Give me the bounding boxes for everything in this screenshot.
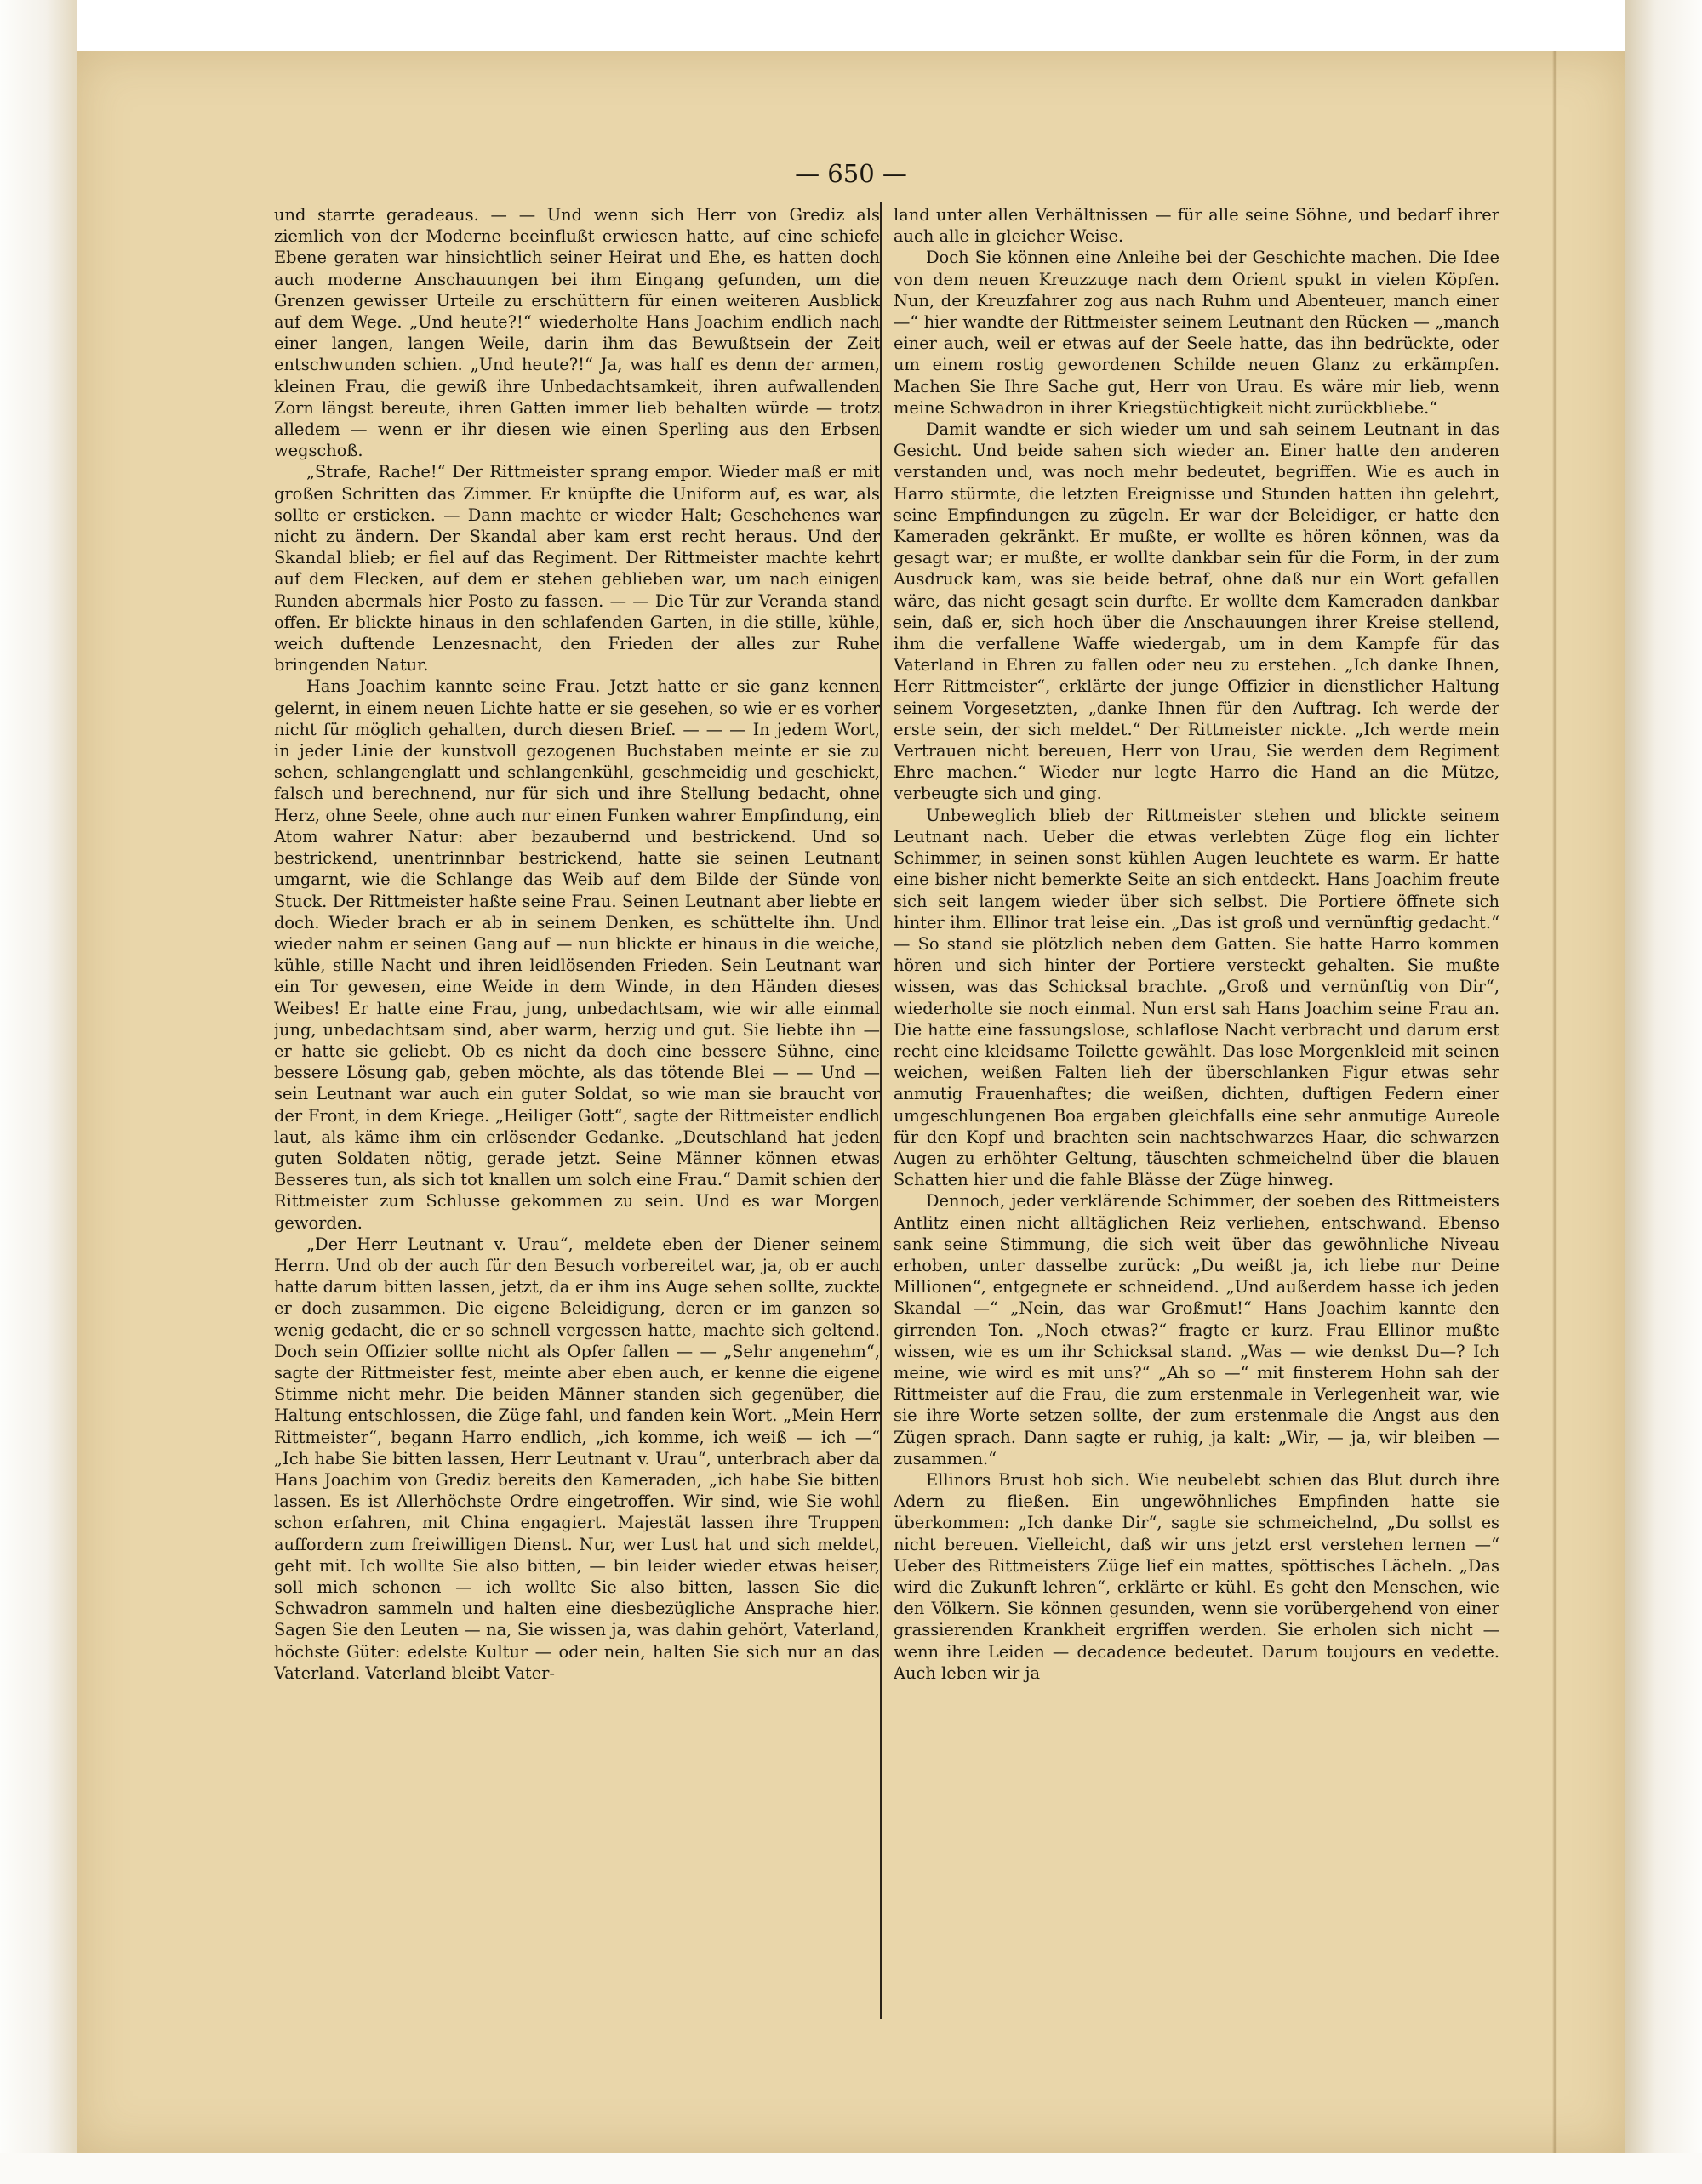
scan-margin-right [1625, 0, 1702, 2184]
left-column [274, 204, 880, 2012]
paragraph: „Strafe, Rache!“ Der Rittmeister sprang empor. Wieder maß er mit großen Schritten das Zimmer. Er knüpfte die Uniform auf, es war, als sollte er ersticken. — Dann machte er wieder Halt; Geschehenes war nicht zu ändern. Der Skandal aber kam erst recht heraus. Und der Skandal blieb; er fiel auf das Regiment. Der Rittmeister machte kehrt auf dem Flecken, auf dem er stehen geblieben war, um nach einigen Runden abermals hier Posto zu fassen. — — Die Tür zur Veranda stand offen. Er blickte hinaus in den schlafenden Garten, in die stille, kühle, weich duftende Lenzesnacht, den Frieden der alles zur Ruhe bringenden Natur. [274, 462, 880, 676]
paragraph: land unter allen Verhältnissen — für alle seine Söhne, und bedarf ihrer auch alle in gleicher Weise. [894, 205, 1499, 247]
paragraph: Unbeweglich blieb der Rittmeister stehen und blickte seinem Leutnant nach. Ueber die etwas verlebten Züge flog ein lichter Schimmer, in seinen sonst kühlen Augen leuchtete es warm. Er hatte eine bisher nicht bemerkte Seite an sich entdeckt. Hans Joachim freute sich seit langem wieder über sich selbst. Die Portiere öffnete sich hinter ihm. Ellinor trat leise ein. „Das ist groß und vernünftig gedacht.“ — So stand sie plötzlich neben dem Gatten. Sie hatte Harro kommen hören und sich hinter der Portiere versteckt gehalten. Sie mußte wissen, was das Schicksal brachte. „Groß und vernünftig von Dir“, wiederholte sie noch einmal. Nun erst sah Hans Joachim seine Frau an. Die hatte eine fassungslose, schlaflose Nacht verbracht und darum erst recht eine kleidsame Toilette gewählt. Das lose Morgenkleid mit seinen weichen, weißen Falten lieh der überschlanken Figur etwas sehr anmutig Frauenhaftes; die weißen, dichten, duftigen Federn einer umgeschlungenen Boa ergaben gleichfalls eine sehr anmutige Aureole für den Kopf und brachten sein nachtschwarzes Haar, die schwarzen Augen zu erhöhter Geltung, täuschten schmeichelnd über die blauen Schatten hier und die fahle Blässe der Züge hinweg. [894, 805, 1499, 1190]
page-fold-shadow [1552, 51, 1557, 2153]
paragraph: Ellinors Brust hob sich. Wie neubelebt schien das Blut durch ihre Adern zu fließen. Ein ungewöhnliches Empfinden hatte sie überkommen: „Ich danke Dir“, sagte sie schmeichelnd, „Du sollst es nicht bereuen. Vielleicht, daß wir uns jetzt erst verstehen lernen —“ Ueber des Rittmeisters Züge lief ein mattes, spöttisches Lächeln. „Das wird die Zukunft lehren“, erklärte er kühl. Es geht den Menschen, wie den Völkern. Sie können gesunden, wenn sie vorübergehend von einer grassierenden Krankheit ergriffen werden. Sie erholen sich nicht — wenn ihre Leiden — decadence bedeutet. Darum toujours en vedette. Auch leben wir ja [894, 1469, 1499, 1683]
paragraph: „Der Herr Leutnant v. Urau“, meldete eben der Diener seinem Herrn. Und ob der auch für den Besuch vorbereitet war, ja, ob er auch hatte darum bitten lassen, jetzt, da er ihm ins Auge sehen sollte, zuckte er doch zusammen. Die eigene Beleidigung, deren er im ganzen so wenig gedacht, die er so schnell vergessen hatte, machte sich geltend. Doch sein Offizier sollte nicht als Opfer fallen — — „Sehr angenehm“, sagte der Rittmeister fest, meinte aber eben auch, er kenne die eigene Stimme nicht mehr. Die beiden Männer standen sich gegenüber, die Haltung entschlossen, die Züge fahl, und fanden kein Wort. „Mein Herr Rittmeister“, begann Harro endlich, „ich komme, ich weiß — ich —“ „Ich habe Sie bitten lassen, Herr Leutnant v. Urau“, unterbrach aber da Hans Joachim von Grediz bereits den Kameraden, „ich habe Sie bitten lassen. Es ist Allerhöchste Ordre eingetroffen. Wir sind, wie Sie wohl schon erfahren, mit China engagiert. Majestät lassen ihre Truppen auffordern zum freiwilligen Dienst. Nur, wer Lust hat und sich meldet, geht mit. Ich wollte Sie also bitten, — bin leider wieder etwas heiser, soll mich schonen — ich wollte Sie also bitten, lassen Sie die Schwadron sammeln und halten eine diesbezügliche Ansprache hier. Sagen Sie den Leuten — na, Sie wissen ja, was dahin gehört, Vaterland, höchste Güter: edelste Kultur — oder nein, halten Sie sich nur an das Vaterland. Vaterland bleibt Vater- [274, 1234, 880, 1683]
right-column [894, 204, 1499, 2012]
scan-margin-left [0, 0, 77, 2184]
page-number: — 650 — [795, 159, 907, 188]
newspaper-page [77, 51, 1625, 2153]
paragraph: Doch Sie können eine Anleihe bei der Geschichte machen. Die Idee von dem neuen Kreuzzuge nach dem Orient spukt in vielen Köpfen. Nun, der Kreuzfahrer zog aus nach Ruhm und Abenteuer, manch einer —“ hier wandte der Rittmeister seinem Leutnant den Rücken — „manch einer auch, weil er etwas auf der Seele hatte, das ihn bedrückte, oder um einem rostig gewordenen Schilde neuen Glanz zu erkämpfen. Machen Sie Ihre Sache gut, Herr von Urau. Es wäre mir lieb, wenn meine Schwadron in ihrer Kriegstüchtigkeit nicht zurückbliebe.“ [894, 248, 1499, 418]
paragraph: und starrte geradeaus. — — Und wenn sich Herr von Grediz als ziemlich von der Moderne beeinflußt erwiesen hatte, auf eine schiefe Ebene geraten war hinsichtlich seiner Heirat und Ehe, es hatten doch auch moderne Anschauungen bei ihm Eingang gefunden, um die Grenzen gewisser Urteile zu erschüttern für einen weiteren Ausblick auf dem Wege. „Und heute?!“ wiederholte Hans Joachim endlich nach einer langen, langen Weile, darin ihm das Bewußtsein der Zeit entschwunden schien. „Und heute?!“ Ja, was half es denn der armen, kleinen Frau, die gewiß ihre Unbedachtsamkeit, ihren aufwallenden Zorn längst bereute, ihren Gatten immer lieb behalten würde — trotz alledem — wenn er ihr diesen wie einen Sperling aus den Erbsen wegschoß. [274, 205, 880, 461]
column-divider [880, 202, 882, 2019]
paragraph: Damit wandte er sich wieder um und sah seinem Leutnant in das Gesicht. Und beide sahen sich wieder an. Einer hatte den anderen verstanden und, was noch mehr bedeutet, begriffen. Wie es auch in Harro stürmte, die letzten Ereignisse und Stunden hatten ihn gelehrt, seine Empfindungen zu zügeln. Er war der Beleidiger, er hatte den Kameraden gekränkt. Er mußte, er wollte es hören können, was da gesagt war; er mußte, er wollte dankbar sein für die Form, in der zum Ausdruck kam, was sie beide betraf, ohne daß nur ein Wort gefallen wäre, das nicht gesagt sein durfte. Er wollte dem Kameraden dankbar sein, daß er, sich hoch über die Anschauungen ihrer Kreise stellend, ihm die verfallene Waffe wiedergab, um in dem Kampfe für das Vaterland in Ehren zu fallen oder neu zu erstehen. „Ich danke Ihnen, Herr Rittmeister“, erklärte der junge Offizier in dienstlicher Haltung seinem Vorgesetzten, „danke Ihnen für den Auftrag. Ich werde der erste sein, der sich meldet.“ Der Rittmeister nickte. „Ich werde mein Vertrauen nicht bereuen, Herr von Urau, Sie werden dem Regiment Ehre machen.“ Wieder nur legte Harro die Hand an die Mütze, verbeugte sich und ging. [894, 419, 1499, 804]
paragraph: Hans Joachim kannte seine Frau. Jetzt hatte er sie ganz kennen gelernt, in einem neuen Lichte hatte er sie gesehen, so wie er es vorher nicht für möglich gehalten, durch diesen Brief. — — — In jedem Wort, in jeder Linie der kunstvoll gezogenen Buchstaben meinte er sie zu sehen, schlangenglatt und schlangenkühl, geschmeidig und geschickt, falsch und berechnend, nur für sich und ihre Stellung bedacht, ohne Herz, ohne Seele, ohne auch nur einen Funken wahrer Empfindung, ein Atom wahrer Natur: aber bezaubernd und bestrickend. Und so bestrickend, unentrinnbar bestrickend, hatte sie seinen Leutnant umgarnt, wie die Schlange das Weib auf dem Bilde der Sünde von Stuck. Der Rittmeister haßte seine Frau. Seinen Leutnant aber liebte er doch. Wieder brach er ab in seinem Denken, es schüttelte ihn. Und wieder nahm er seinen Gang auf — nun blickte er hinaus in die weiche, kühle, stille Nacht und ihren leidlösenden Frieden. Sein Leutnant war ein Tor gewesen, eine Weide in dem Winde, in den Händen dieses Weibes! Er hatte eine Frau, jung, unbedachtsam, wie wir alle einmal jung, unbedachtsam sind, aber warm, herzig und gut. Sie liebte ihn — er hatte sie geliebt. Ob es nicht da doch eine bessere Sühne, eine bessere Lösung gab, geben möchte, als das tötende Blei — — Und — sein Leutnant war auch ein guter Soldat, so wie man sie braucht vor der Front, in dem Kriege. „Heiliger Gott“, sagte der Rittmeister endlich laut, als käme ihm ein erlösender Gedanke. „Deutschland hat jeden guten Soldaten nötig, gerade jetzt. Seine Männer können etwas Besseres tun, als sich tot knallen um solch eine Frau.“ Damit schien der Rittmeister zum Schlusse gekommen zu sein. Und es war Morgen geworden. [274, 676, 880, 1233]
paragraph: Dennoch, jeder verklärende Schimmer, der soeben des Rittmeisters Antlitz einen nicht alltäglichen Reiz verliehen, entschwand. Ebenso sank seine Stimmung, die sich weit über das gewöhnliche Niveau erhoben, unter dasselbe zurück: „Du weißt ja, ich liebe nur Deine Millionen“, entgegnete er schneidend. „Und außerdem hasse ich jeden Skandal —“ „Nein, das war Großmut!“ Hans Joachim kannte den girrenden Ton. „Noch etwas?“ fragte er kurz. Frau Ellinor mußte wissen, wie es um ihr Schicksal stand. „Was — wie denkst Du—? Ich meine, wie wird es mit uns?“ „Ah so —“ mit finsterem Hohn sah der Rittmeister auf die Frau, die zum erstenmale in Verlegenheit war, wie sie ihre Worte setzen sollte, der zum erstenmale die Angst aus den Zügen sprach. Dann sagte er ruhig, ja kalt: „Wir, — ja, wir bleiben — zusammen.“ [894, 1191, 1499, 1468]
scan-margin-bottom [0, 2153, 1702, 2184]
